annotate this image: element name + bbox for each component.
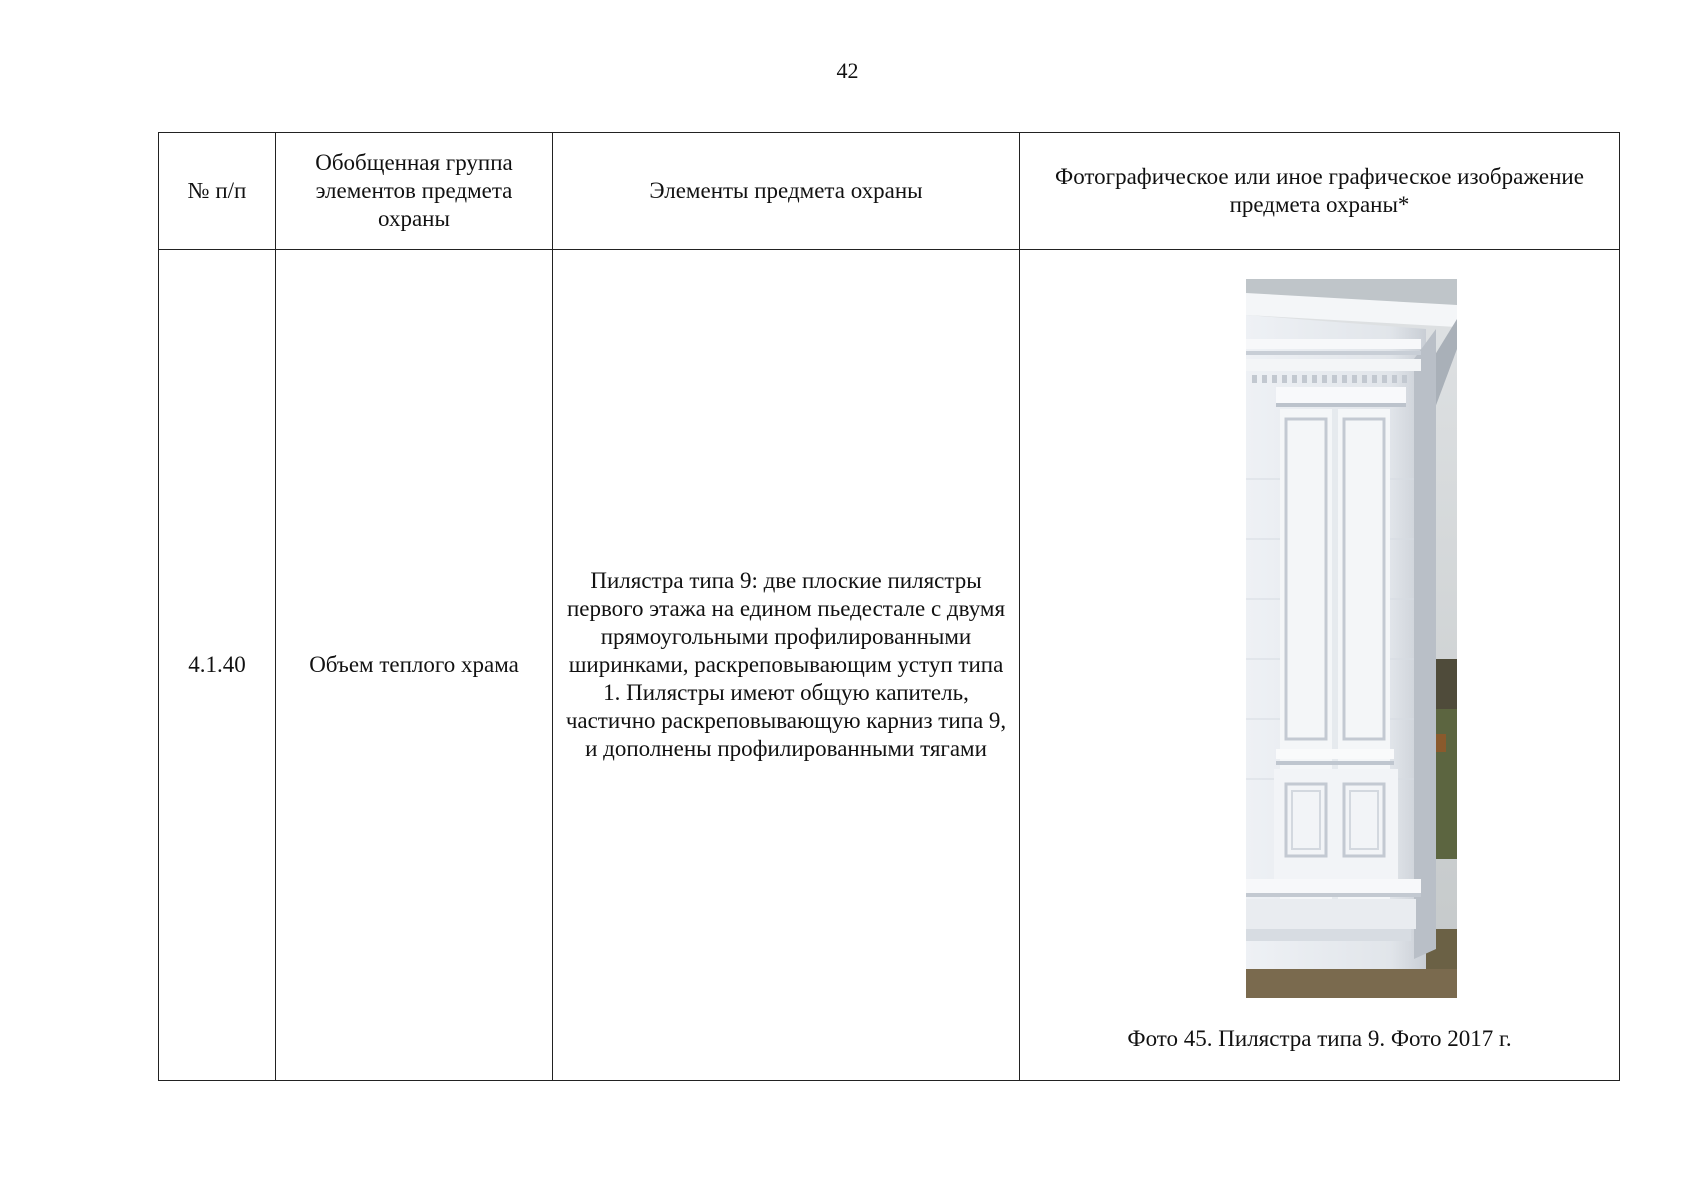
table-row [159, 250, 1620, 1081]
header-photo: Фотографическое или иное графическое изображение предмета охраны* [1020, 133, 1620, 250]
header-elements: Элементы предмета охраны [553, 133, 1020, 250]
row-elements [553, 250, 1020, 1081]
photo-container [1020, 251, 1619, 1080]
row-photo [1020, 250, 1620, 1081]
header-group: Обобщенная группа элементов предмета охраны [276, 133, 553, 250]
header-num: № п/п [159, 133, 276, 250]
row-group: Объем теплого храма [276, 250, 553, 1081]
photo-caption: Фото 45. Пилястра типа 9. Фото 2017 г. [1127, 1025, 1512, 1051]
protection-table [158, 132, 1620, 1081]
pilaster-photo [1246, 279, 1457, 998]
page-number: 42 [836, 58, 859, 83]
header-row [159, 133, 1620, 250]
row-num: 4.1.40 [159, 250, 276, 1081]
row-elements-text: Пилястра типа 9: две плоские пилястры первого этажа на едином пьедестале с двумя прямоугольными профилированными ширинками, раскреповывающим уступ типа 1. Пилястры имеют общую капитель, частично раскреповывающую карниз типа 9, и дополнены профилированными тягами [565, 568, 1007, 761]
